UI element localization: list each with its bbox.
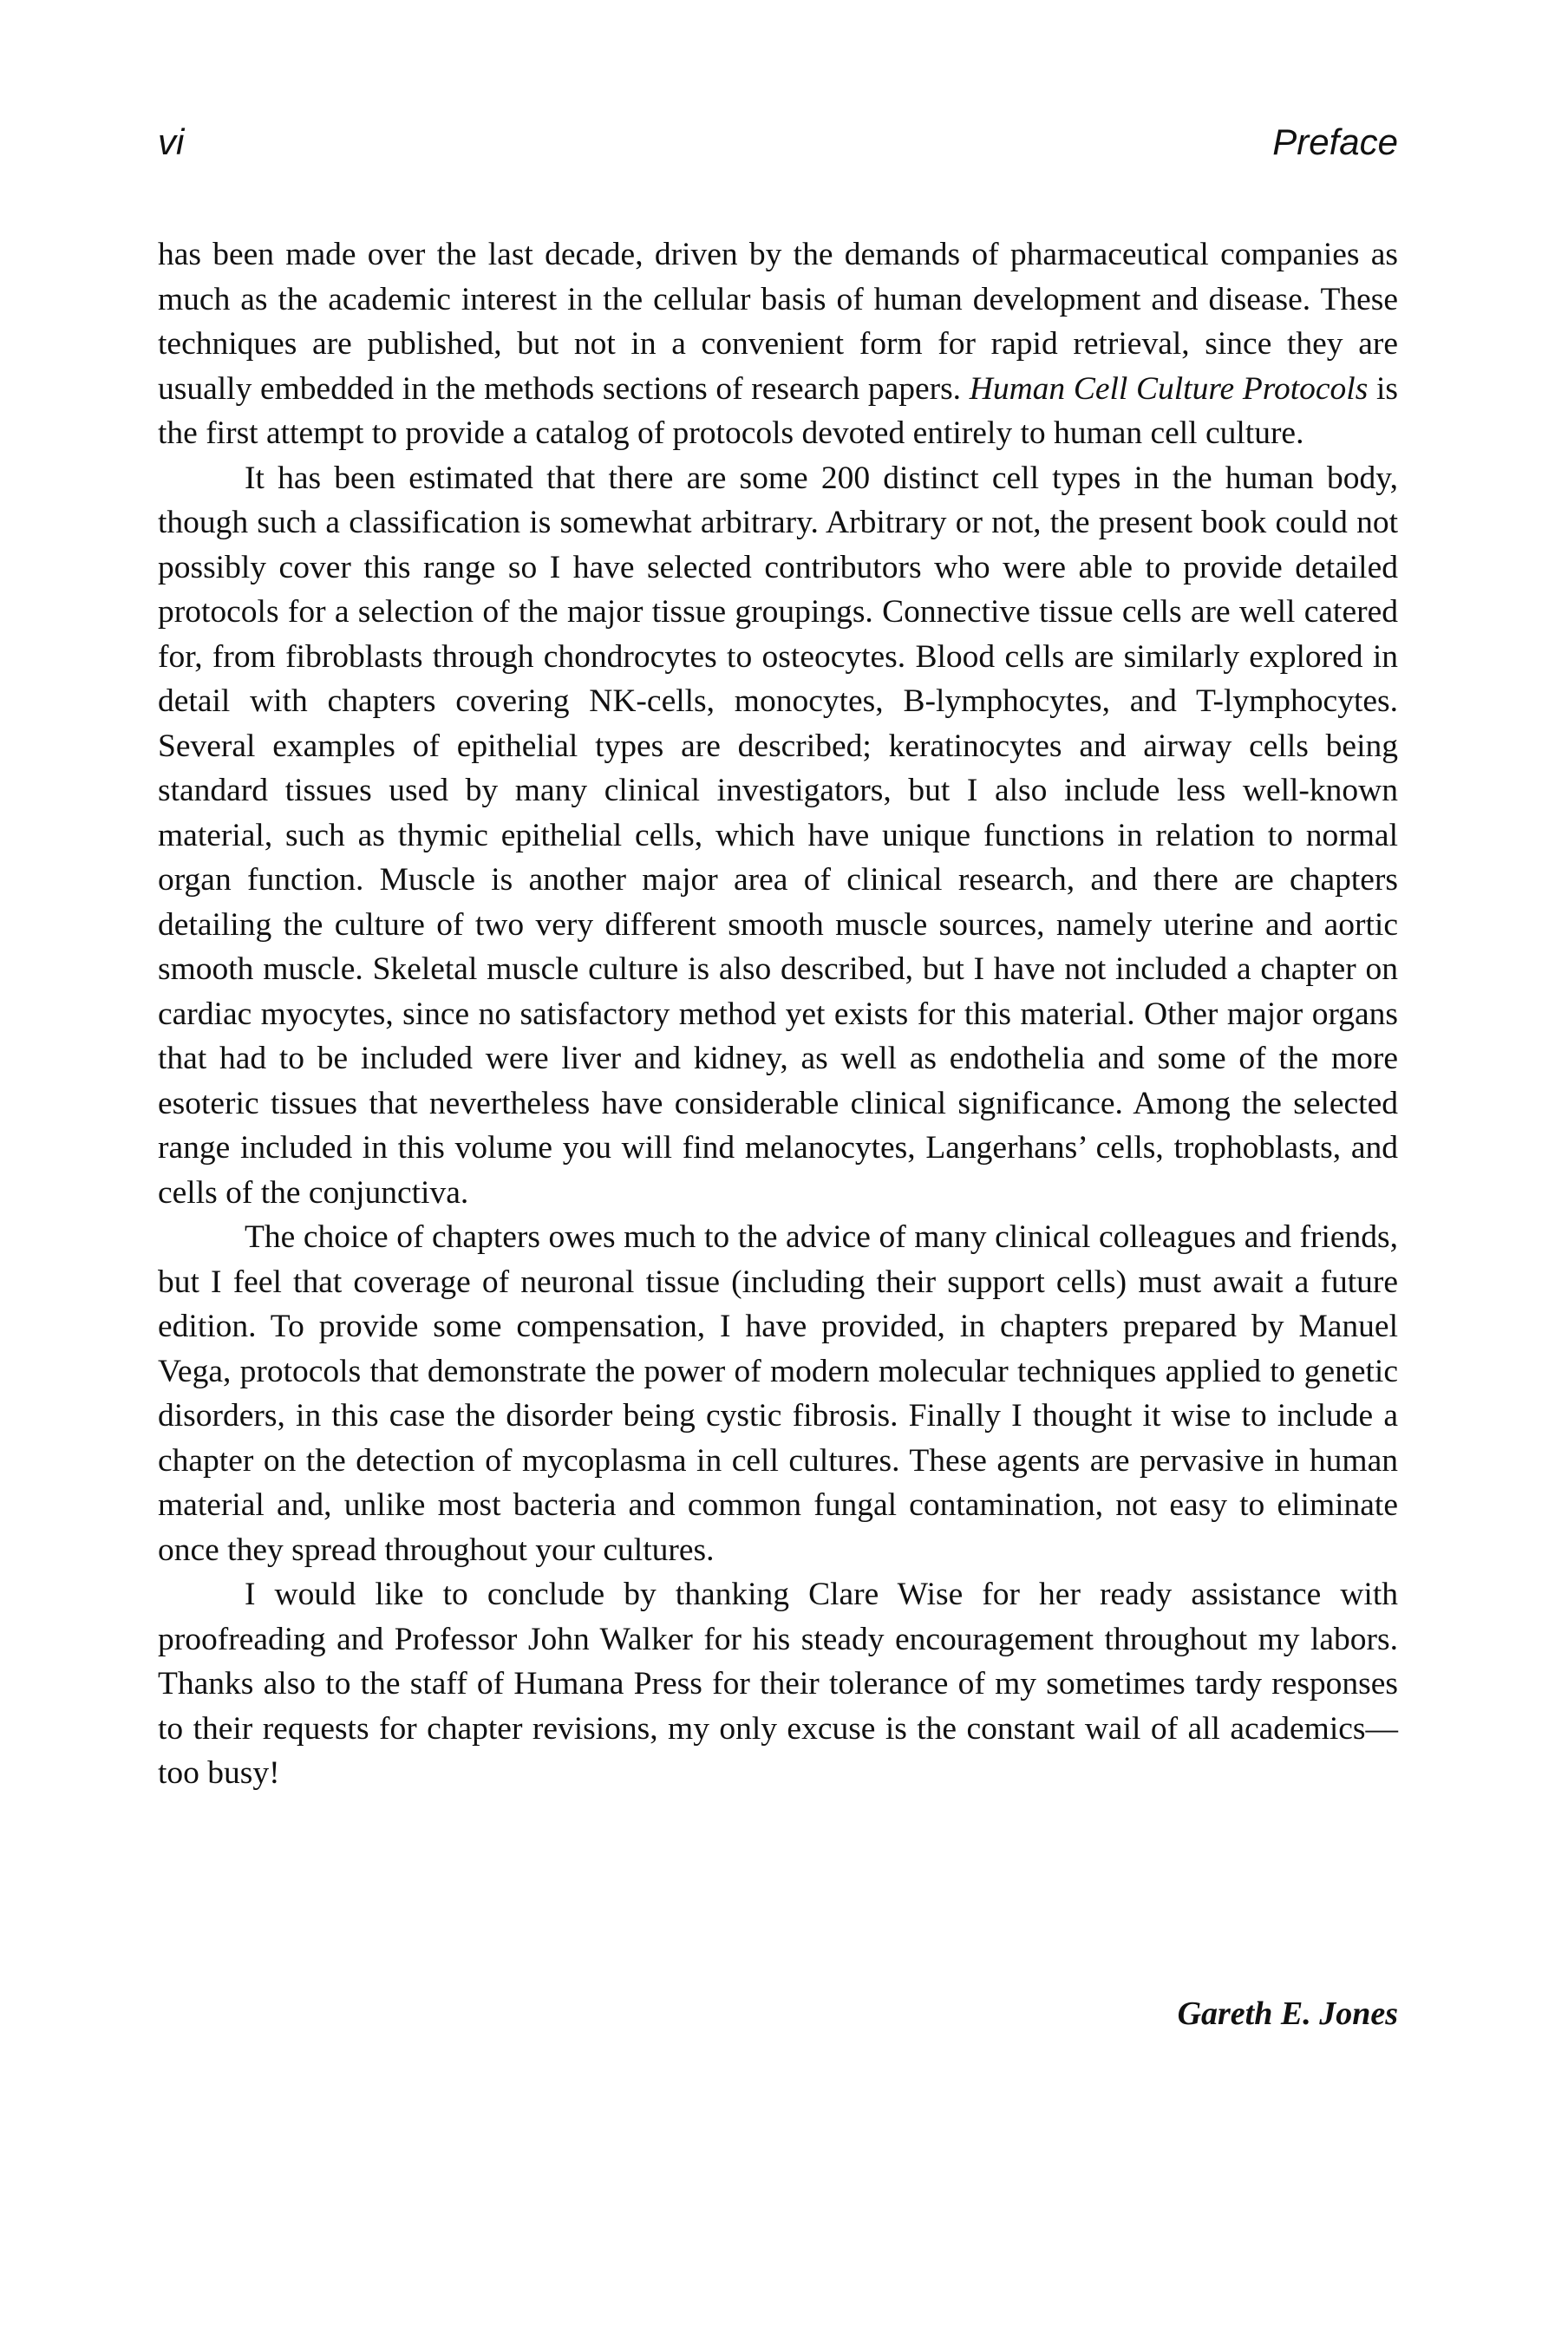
paragraph-2: It has been estimated that there are some 200 distinct cell types in the human body, though such a classification is somewhat arbitrary. Arbitrary or not, the present book could not possibly cover this range so I have selected contributors who were able to provide detailed protocols for a selection of the major tissue groupings. Connective tissue cells are well catered for, from fibroblasts through chondrocytes to osteocytes. Blood cells are similarly explored in detail with chapters covering NK-cells, monocytes, B-lymphocytes, and T-lymphocytes. Several examples of epithelial types are described; keratinocytes and airway cells being standard tissues used by many clinical investigators, but I also include less well-known material, such as thymic epithelial cells, which have unique functions in relation to normal organ function. Muscle is another major area of clinical research, and there are chapters detailing the culture of two very different smooth muscle sources, namely uterine and aortic smooth muscle. Skeletal muscle culture is also described, but I have not included a chapter on cardiac myocytes, since no satisfactory method yet exists for this material. Other major organs that had to be included were liver and kidney, as well as endothelia and some of the more esoteric tissues that nevertheless have considerable clinical significance. Among the selected range included in this volume you will find melanocytes, Langerhans’ cells, trophoblasts, and cells of the conjunctiva.: [158, 460, 1398, 1211]
page-number: vi: [158, 121, 185, 162]
page-header: [158, 121, 1398, 182]
paragraph-4: I would like to conclude by thanking Clare Wise for her ready assistance with proofreading and Professor John Walker for his steady encouragement throughout my labors. Thanks also to the staff of Humana Press for their tolerance of my sometimes tardy responses to their requests for chapter revisions, my only excuse is the constant wail of all academics—too busy!: [158, 1577, 1398, 1791]
preface-body: [158, 232, 1398, 1796]
paragraph-3: The choice of chapters owes much to the advice of many clinical colleagues and friends, but I feel that coverage of neuronal tissue (including their support cells) must await a future edition. To provide some compensation, I have provided, in chapters prepared by Manuel Vega, protocols that demonstrate the power of modern molecular techniques applied to genetic disorders, in this case the disorder being cystic fibrosis. Finally I thought it wise to include a chapter on the detection of mycoplasma in cell cultures. These agents are pervasive in human material and, unlike most bacteria and common fungal contamination, not easy to eliminate once they spread throughout your cultures.: [158, 1219, 1398, 1568]
running-head: Preface: [1272, 121, 1398, 162]
paragraph-1-text-b: is the first attempt to provide a catalog of protocols devoted entirely to human cell culture.: [158, 370, 1398, 451]
book-title: Human Cell Culture Protocols: [969, 370, 1369, 407]
paragraph-1: [158, 232, 1398, 456]
author-signature: Gareth E. Jones: [1177, 1996, 1398, 2032]
paragraph-1-text-a: has been made over the last decade, driven by the demands of pharmaceutical companies as much as the academic interest in the cellular basis of human development and disease. These techniques are published, but not in a convenient form for rapid retrieval, since they are usually embedded in the methods sections of research papers.: [158, 237, 1398, 407]
